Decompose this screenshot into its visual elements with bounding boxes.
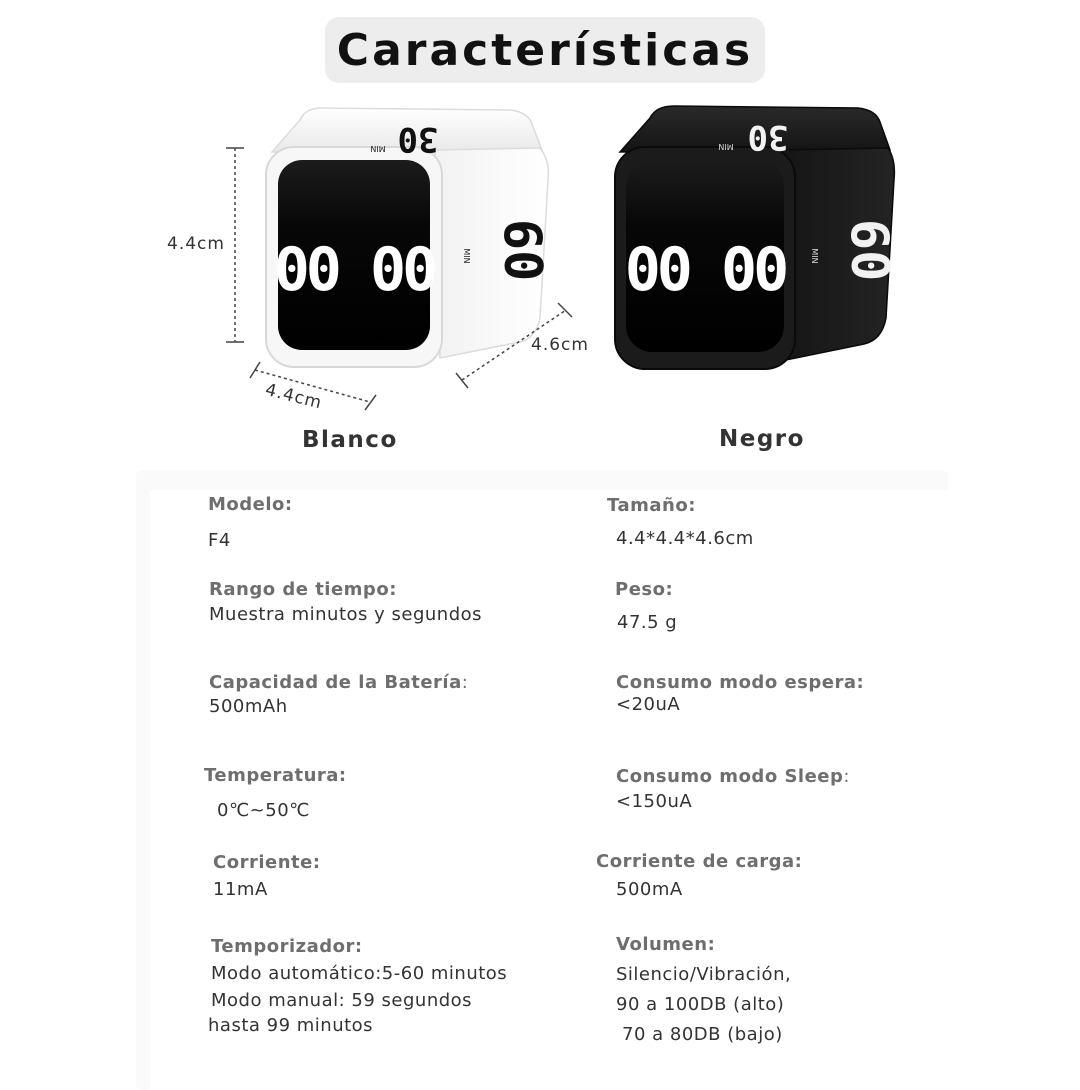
spec-weight-label: Peso: bbox=[615, 579, 674, 600]
spec-size-value: 4.4*4.4*4.6cm bbox=[616, 528, 754, 549]
spec-volume-line-1: Silencio/Vibración, bbox=[616, 964, 792, 985]
variant-black-label: Negro bbox=[719, 426, 805, 452]
spec-battery-label: Capacidad de la Batería: bbox=[209, 672, 469, 693]
spec-weight-value: 47.5 g bbox=[617, 612, 678, 633]
black-top-digits: 30 bbox=[747, 117, 789, 157]
spec-volume-line-3: 70 a 80DB (bajo) bbox=[622, 1024, 783, 1045]
depth-label: 4.6cm bbox=[531, 335, 589, 355]
spec-size-label: Tamaño: bbox=[607, 495, 696, 516]
black-top-unit: MIN bbox=[718, 142, 734, 151]
white-front-digits: 00 00 bbox=[273, 235, 435, 305]
spec-charge-current-label: Corriente de carga: bbox=[596, 851, 803, 872]
variant-white-label: Blanco bbox=[302, 427, 398, 453]
product-illustration bbox=[0, 0, 1080, 470]
spec-time-range-value: Muestra minutos y segundos bbox=[209, 604, 483, 625]
spec-timer-line-3: hasta 99 minutos bbox=[208, 1015, 374, 1036]
white-side-unit: MIN bbox=[462, 248, 471, 264]
spec-temperature-value: 0℃~50℃ bbox=[217, 800, 310, 821]
spec-current-value: 11mA bbox=[213, 879, 268, 900]
white-top-unit: MIN bbox=[370, 144, 386, 153]
white-side-digits: 60 bbox=[492, 218, 552, 282]
spec-standby-value: <20uA bbox=[616, 694, 681, 715]
black-front-digits: 00 00 bbox=[624, 235, 786, 305]
spec-timer-label: Temporizador: bbox=[211, 936, 363, 957]
black-side-unit: MIN bbox=[810, 248, 819, 264]
spec-current-label: Corriente: bbox=[213, 852, 321, 873]
spec-model-label: Modelo: bbox=[208, 494, 293, 515]
spec-model-value: F4 bbox=[208, 530, 231, 551]
spec-timer-line-2: Modo manual: 59 segundos bbox=[211, 990, 473, 1011]
spec-temperature-label: Temperatura: bbox=[204, 765, 347, 786]
spec-time-range-label: Rango de tiempo: bbox=[209, 579, 397, 600]
page-title: Características bbox=[336, 24, 754, 76]
spec-charge-current-value: 500mA bbox=[616, 879, 683, 900]
width-label: 4.4cm bbox=[263, 380, 325, 414]
spec-battery-value: 500mAh bbox=[209, 696, 288, 717]
spec-sleep-label: Consumo modo Sleep: bbox=[616, 766, 850, 787]
spec-standby-label: Consumo modo espera: bbox=[616, 672, 865, 693]
spec-timer-line-1: Modo automático:5-60 minutos bbox=[211, 963, 508, 984]
black-side-digits: 60 bbox=[839, 218, 899, 282]
white-cube bbox=[266, 108, 552, 367]
spec-sleep-value: <150uA bbox=[616, 791, 693, 812]
spec-volume-line-2: 90 a 100DB (alto) bbox=[616, 994, 785, 1015]
black-cube bbox=[615, 106, 899, 369]
height-label: 4.4cm bbox=[167, 234, 225, 254]
spec-volume-label: Volumen: bbox=[616, 934, 716, 955]
white-top-digits: 30 bbox=[397, 119, 439, 159]
